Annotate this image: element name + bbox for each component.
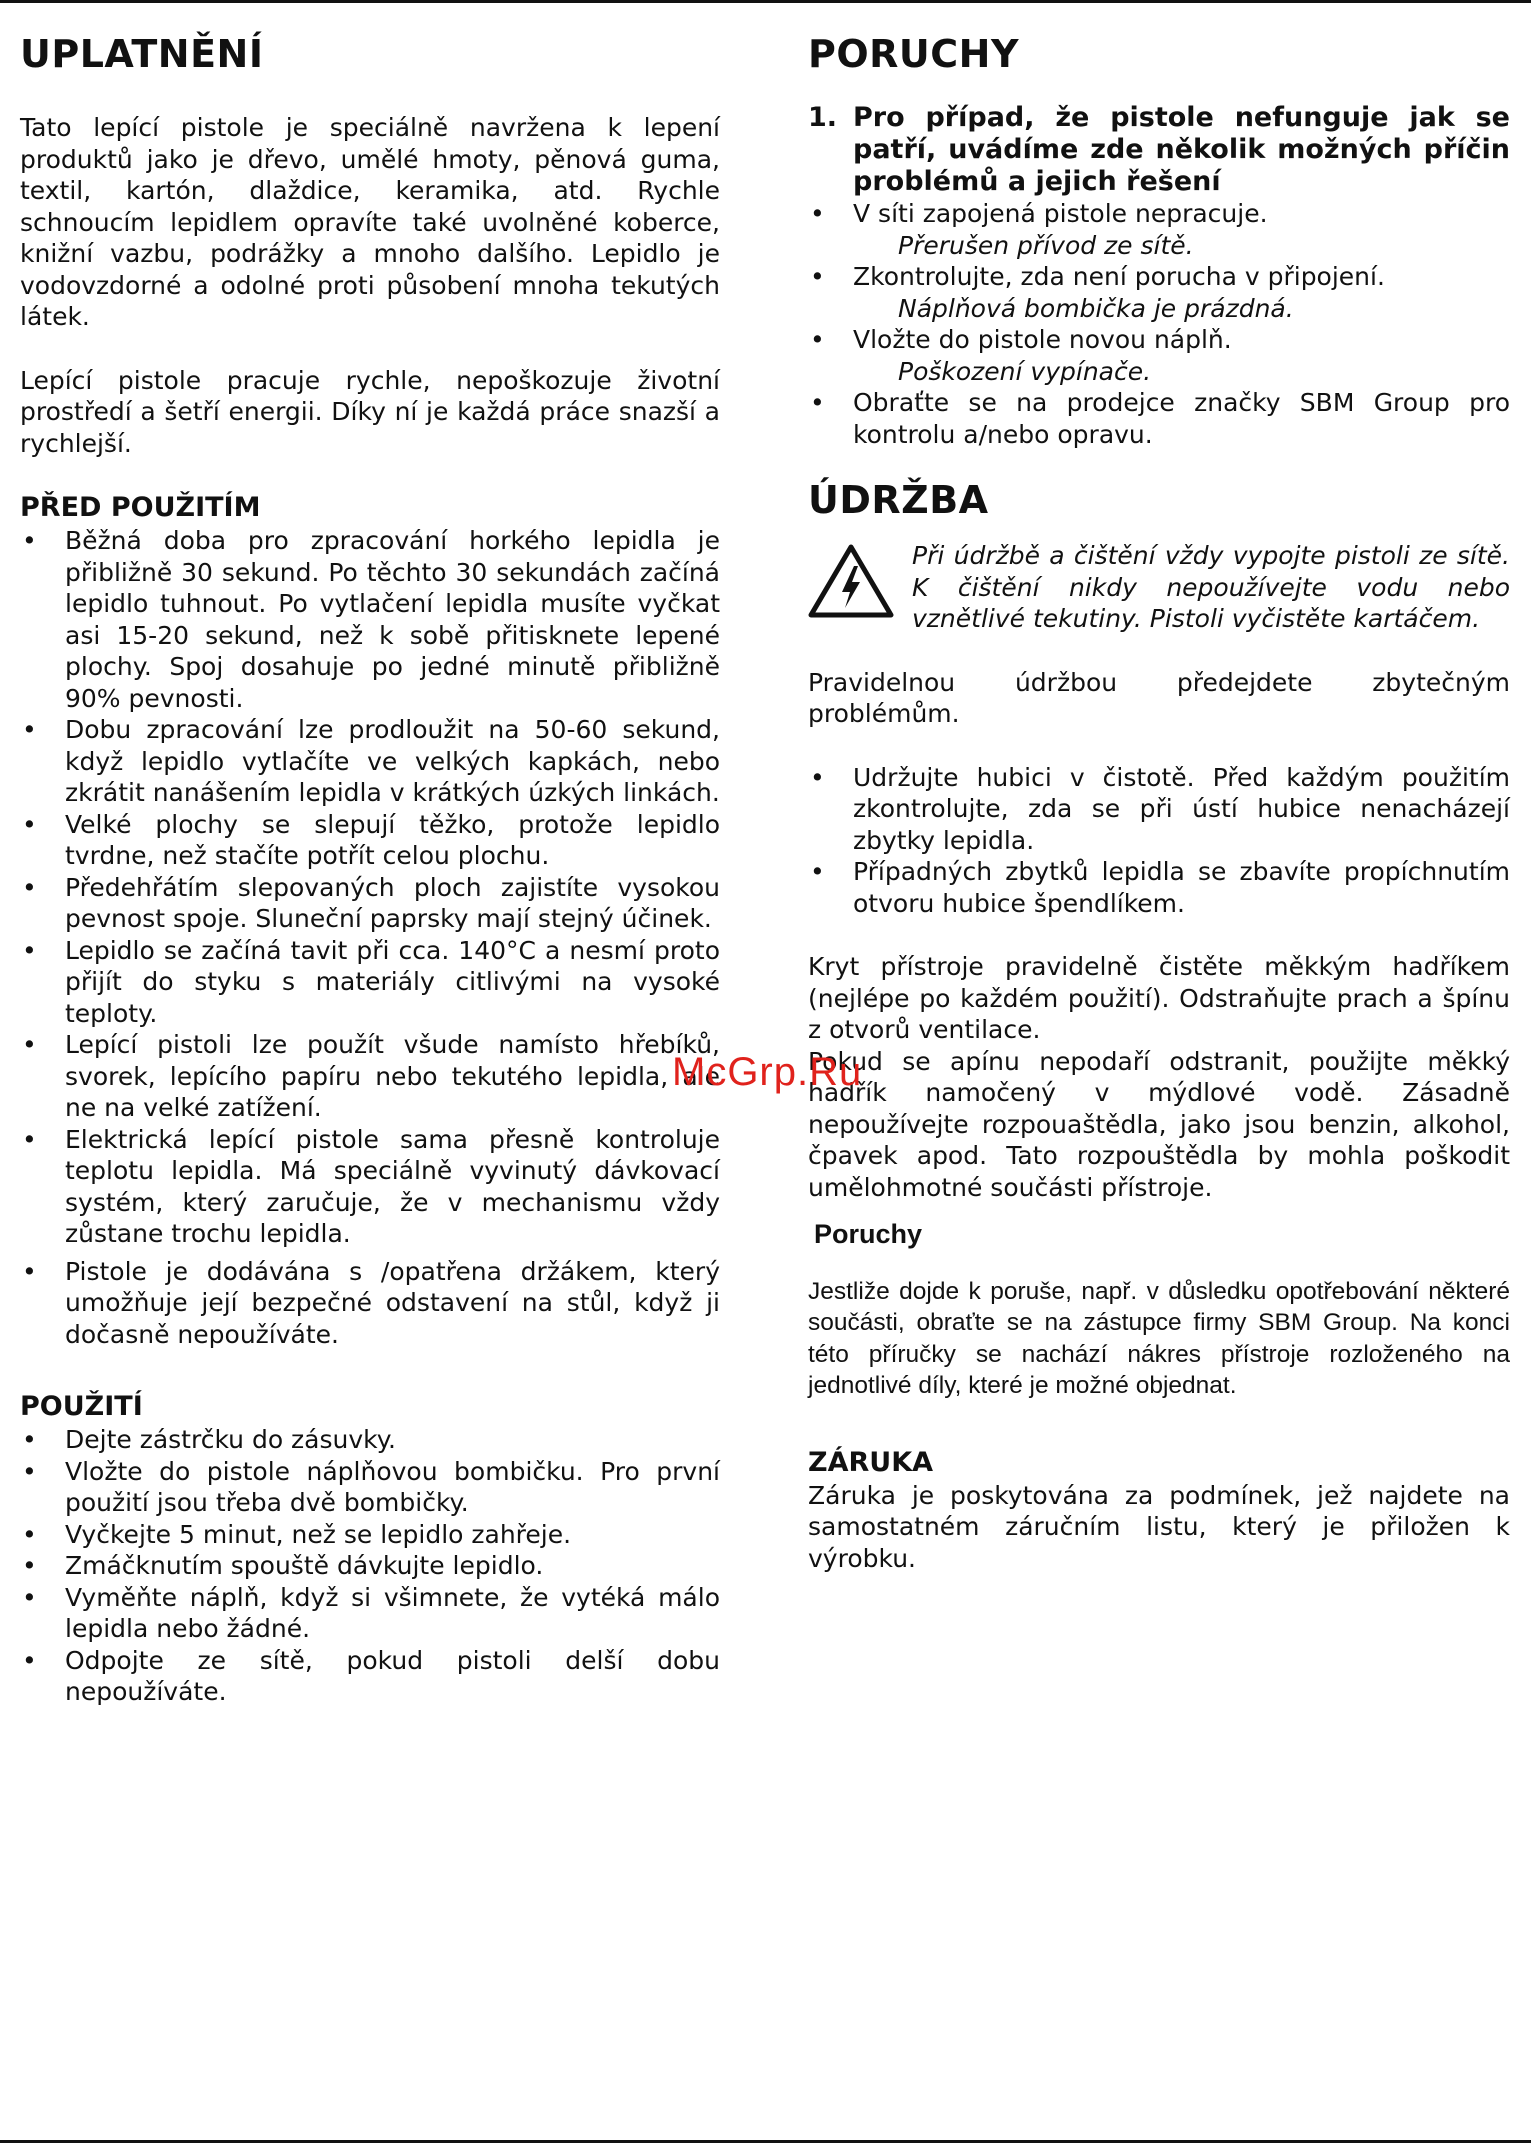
udrzba-paragraph-1: Pravidelnou údržbou předejdete zbytečným problémům. <box>808 667 1510 728</box>
bullet-icon: • <box>22 526 37 555</box>
left-column <box>20 28 720 1708</box>
bullet-icon: • <box>22 1124 37 1154</box>
bullet-icon: • <box>22 1551 37 1580</box>
poruchy-list <box>808 198 1510 230</box>
item-number: 1. <box>808 102 838 133</box>
list-item: • Vložte do pistole náplňovou bombičku. Pro první použití jsou třeba dvě bombičky. <box>22 1456 720 1517</box>
uplatneni-heading: UPLATNĚNÍ <box>20 32 264 76</box>
electric-hazard-icon <box>808 544 894 618</box>
list-item: • Velké plochy se slepují těžko, protože lepidlo tvrdne, než stačíte potřít celou plochu. <box>22 809 720 870</box>
bullet-icon: • <box>22 1456 37 1486</box>
list-item: • Předehřátím slepovaných ploch zajistíte vysokou pevnost spoje. Sluneční paprsky mají stejný účinek. <box>22 872 720 933</box>
udrzba-list <box>808 762 1510 920</box>
bullet-icon: • <box>810 857 825 886</box>
uplatneni-paragraph-1: Tato lepící pistole je speciálně navržena k lepení produktů jako je dřevo, umělé hmoty, pěnová guma, textil, kartón, dlaždice, keramika, atd. Rychle schnoucím lepidlem opravíte také uvolněné koberce, knižní vazbu, podrážky a mnoho dalšího. Lepidlo je vodovzdorné a odolné proti působení mnoha tekutých látek. <box>20 113 720 331</box>
list-item: • Vyčkejte 5 minut, než se lepidlo zahřeje. <box>22 1519 572 1549</box>
bullet-icon: • <box>810 325 825 354</box>
bullet-icon: • <box>810 199 825 228</box>
list-item: • Zmáčknutím spouště dávkujte lepidlo. <box>22 1551 544 1580</box>
bullet-icon: • <box>22 1519 37 1549</box>
poruchy-paragraph: Jestliže dojde k poruše, např. v důsledku opotřebování některé součásti, obraťte se na zástupce firmy SBM Group. Na konci této příručky se nachází nákres přístroje rozloženého na jednotlivé díly, které je možné objednat. <box>808 1277 1510 1399</box>
warning-text: Při údržbě a čištění vždy vypojte pistoli ze sítě. K čištění nikdy nepoužívejte vodu nebo vznětlivé tekutiny. Pistoli vyčistěte kartáčem. <box>912 541 1510 633</box>
bullet-icon: • <box>22 935 37 965</box>
bottom-rule <box>0 2140 1531 2143</box>
bullet-icon: • <box>810 388 825 417</box>
list-item: • V síti zapojená pistole nepracuje. <box>810 199 1268 228</box>
bullet-icon: • <box>810 262 825 291</box>
list-item: • Obraťte se na prodejce značky SBM Group pro kontrolu a/nebo opravu. <box>810 388 1510 449</box>
cause-text: Přerušen přívod ze sítě. <box>898 230 1194 260</box>
list-item: • Lepící pistoli lze použít všude namísto hřebíků, svorek, lepícího papíru nebo tekutého lepidla, ale ne na velké zatížení. <box>22 1030 720 1122</box>
list-item: • Vložte do pistole novou náplň. <box>810 325 1232 354</box>
pouziti-heading: POUŽITÍ <box>20 1391 143 1422</box>
list-item: • Pistole je dodávána s /opatřena držákem, který umožňuje její bezpečné odstavení na stůl, když ji dočasně nepoužíváte. <box>22 1256 720 1349</box>
list-item: • Vyměňte náplň, když si všimnete, že vytéká málo lepidla nebo žádné. <box>22 1582 720 1643</box>
top-rule <box>0 0 1531 3</box>
udrzba-paragraph-3: Pokud se apínu nepodaří odstranit, použijte měkký hadřík namočený v mýdlové vodě. Zásadně nepoužívejte rozpouaštědla, jako jsou benzin, alkohol, čpavek apod. Tato rozpouštědla by mohla poškodit umělohmotné součásti přístroje. <box>808 1046 1510 1202</box>
pouziti-list <box>20 1424 720 1708</box>
poruchy-list-4 <box>808 387 1510 450</box>
cause-text: Náplňová bombička je prázdná. <box>898 293 1294 323</box>
list-item: • Elektrická lepící pistole sama přesně kontroluje teplotu lepidla. Má speciálně vyvinutý dávkovací systém, který zaručuje, že v mechanismu vždy zůstane trochu lepidla. <box>22 1124 720 1248</box>
poruchy-subheading: Poruchy <box>814 1219 923 1249</box>
cause-text: Poškození vypínače. <box>898 356 1152 386</box>
poruchy-list-3 <box>808 324 1510 356</box>
bullet-icon: • <box>22 1256 37 1286</box>
right-column <box>808 28 1510 1574</box>
list-item: • Zkontrolujte, zda není porucha v připojení. <box>810 262 1385 291</box>
bullet-icon: • <box>22 1582 37 1612</box>
list-item: • Dejte zástrčku do zásuvky. <box>22 1425 396 1454</box>
bullet-icon: • <box>810 762 825 792</box>
zaruka-paragraph: Záruka je poskytována za podmínek, jež najdete na samostatném záručním listu, který je přiložen k výrobku. <box>808 1480 1510 1573</box>
bullet-icon: • <box>22 715 37 744</box>
udrzba-heading: ÚDRŽBA <box>808 478 989 522</box>
list-item: • Odpojte ze sítě, pokud pistoli delší dobu nepoužíváte. <box>22 1645 720 1706</box>
udrzba-paragraph-2: Kryt přístroje pravidelně čistěte měkkým hadříkem (nejlépe po každém použití). Odstraňujte prach a špínu z otvorů ventilace. <box>808 952 1510 1044</box>
pred-pouzitim-list <box>20 525 720 1350</box>
watermark: McGrp.Ru <box>672 1050 863 1094</box>
list-item: • Udržujte hubici v čistotě. Před každým použitím zkontrolujte, zda se při ústí hubice nenacházejí zbytky lepidla. <box>810 762 1510 855</box>
pred-pouzitim-heading: PŘED POUŽITÍM <box>20 492 261 523</box>
bullet-icon: • <box>22 872 37 902</box>
poruchy-list-2 <box>808 261 1510 293</box>
poruchy-numbered-heading: 1. Pro případ, že pistole nefunguje jak se patří, uvádíme zde několik možných příčin problémů a jejich řešení <box>808 102 1510 197</box>
warning-block <box>808 540 1510 635</box>
bullet-icon: • <box>22 809 37 839</box>
bullet-icon: • <box>22 1425 37 1454</box>
uplatneni-paragraph-2: Lepící pistole pracuje rychle, nepoškozuje životní prostředí a šetří energii. Díky ní je každá práce snazší a rychlejší. <box>20 365 720 458</box>
list-item: • Běžná doba pro zpracování horkého lepidla je přibližně 30 sekund. Po těchto 30 sekundách začíná lepidlo tuhnout. Po vytlačení lepidla musíte vyčkat asi 15-20 sekund, než k sobě přitisknete lepené plochy. Spoj dosahuje po jedné minutě přibližně 90% pevnosti. <box>22 526 720 713</box>
list-item: • Dobu zpracování lze prodloužit na 50-60 sekund, když lepidlo vytlačíte ve velkých kapkách, nebo zkrátit nanášením lepidla v krátkých úzkých linkách. <box>22 715 720 807</box>
poruchy-heading: PORUCHY <box>808 32 1019 76</box>
list-item: • Lepidlo se začíná tavit při cca. 140°C a nesmí proto přijít do styku s materiály citlivými na vysoké teploty. <box>22 935 720 1028</box>
list-item: • Případných zbytků lepidla se zbavíte propíchnutím otvoru hubice špendlíkem. <box>810 857 1510 918</box>
zaruka-heading: ZÁRUKA <box>808 1446 934 1478</box>
bullet-icon: • <box>22 1645 37 1675</box>
bullet-icon: • <box>22 1030 37 1059</box>
